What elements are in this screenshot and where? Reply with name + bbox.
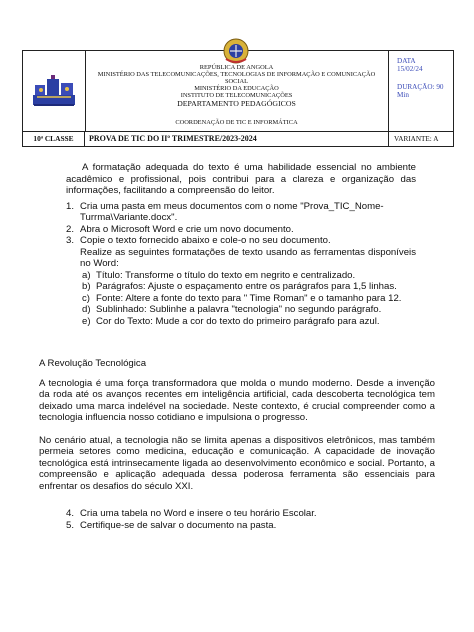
task-item (66, 224, 416, 236)
subtask-letter: e) (82, 315, 91, 327)
section-title: A Revolução Tecnológica (39, 358, 147, 369)
republic-name: REPÚBLICA DE ANGOLA (199, 64, 274, 71)
task-item (66, 235, 416, 327)
intro-paragraph: A formatação adequada do texto é uma habilidade essencial no ambiente acadêmico e profissional, pois contribui para a clareza e organização das informações, facilitando a compreensão do leitor. (66, 162, 416, 196)
date-label: DATA (397, 57, 416, 65)
subtask-text: Sublinhado: Sublinhe a palavra "tecnologia" no segundo parágrafo. (96, 304, 382, 315)
variant-label: VARIANTE: A (388, 132, 453, 146)
task-text: Cria uma pasta em meus documentos com o nome "Prova_TIC_Nome-Turrma\Variante.docx". (80, 200, 384, 223)
ministry-telecom-line1: MINISTÉRIO DAS TELECOMUNICAÇÕES, TECNOLOGIAS DE INFORMAÇÃO E COMUNICAÇÃO (97, 71, 376, 78)
header-top-row (23, 51, 453, 132)
task-number: 1. (66, 200, 75, 212)
header-center-cell (85, 51, 388, 131)
task-number: 3. (66, 235, 75, 246)
logo-cell (23, 51, 86, 131)
subtask-letter: c) (82, 292, 90, 304)
task-number: 5. (66, 519, 75, 531)
final-task-section (66, 508, 416, 531)
subtask-item (80, 270, 416, 282)
class-label: 10ª CLASSE (23, 132, 85, 146)
exam-header-table (22, 50, 454, 147)
angola-emblem-icon (221, 37, 251, 65)
task-item (66, 520, 416, 532)
institute-name: INSTITUTO DE TELECOMUNICAÇÕES (180, 92, 293, 99)
subtask-item (80, 281, 416, 293)
subtask-letter: d) (82, 304, 91, 315)
task-number: 4. (66, 508, 75, 519)
duration-label: DURAÇÃO: 90 (397, 83, 444, 91)
exam-title: PROVA DE TIC DO IIº TRIMESTRE/2023-2024 (89, 134, 257, 143)
coordination-name: COORDENAÇÃO DE TIC E INFORMÁTICA (175, 119, 298, 126)
subtask-item (80, 316, 416, 328)
date-value: 15/02/24 (397, 65, 423, 73)
passage-section (39, 358, 435, 502)
subtask-item (80, 304, 416, 316)
duration-unit: Min (397, 91, 409, 99)
task3-note: Realize as seguintes formatações de texto usando as ferramentas disponíveis no Word: (80, 246, 416, 269)
task-number: 2. (66, 223, 75, 235)
subtask-letter: a) (82, 269, 91, 281)
task-item (66, 508, 416, 520)
subtask-text: Título: Transforme o título do texto em negrito e centralizado. (96, 269, 356, 281)
task-text: Abra o Microsoft Word e crie um novo documento. (80, 223, 294, 235)
header-institution-lines (85, 64, 388, 108)
subtask-letter: b) (82, 281, 91, 292)
institute-logo-icon (31, 73, 77, 107)
subtask-item (80, 293, 416, 305)
task-text: Certifique-se de salvar o documento na pasta. (80, 519, 277, 531)
department-name: DEPARTAMENTO PEDAGÓGICOS (177, 99, 296, 108)
header-right-cell (388, 51, 454, 131)
task-list (66, 201, 416, 328)
passage-paragraph-2: No cenário atual, a tecnologia não se limita apenas a dispositivos eletrônicos, mas também permeia setores como medicina, educação e comunicação. A capacidade de inovação tecnológica está intrinsecamente ligada ao desenvolvimento econômico e social. Portanto, a compreensão e aplicação adequada dessa poderosa ferramenta são essenciais para enfrentar os desafios do século XXI. (39, 434, 435, 492)
header-bottom-row (23, 132, 453, 146)
document-body (66, 162, 416, 327)
subtask-text: Cor do Texto: Mude a cor do texto do primeiro parágrafo para azul. (96, 315, 380, 327)
task-text: Cria uma tabela no Word e insere o teu horário Escolar. (80, 508, 317, 519)
ministry-education: MINISTÉRIO DA EDUCAÇÃO (194, 85, 279, 92)
subtask-text: Fonte: Altere a fonte do texto para " Time Roman" e o tamanho para 12. (96, 292, 402, 304)
final-task-list (66, 508, 416, 531)
task-item (66, 201, 416, 224)
ministry-telecom-line2: SOCIAL (224, 78, 249, 85)
task-text: Copie o texto fornecido abaixo e cole-o no seu documento. (80, 235, 331, 246)
formatting-subtask-list (80, 270, 416, 328)
passage-paragraph-1: A tecnologia é uma força transformadora que molda o mundo moderno. Desde a invenção da roda até os avanços recentes em inteligência artificial, cada descoberta tecnológica tem deixado uma marca indelével na sociedade. Neste contexto, é crucial compreender como a tecnologia influencia nosso cotidiano e impulsiona o progresso. (39, 377, 435, 423)
subtask-text: Parágrafos: Ajuste o espaçamento entre os parágrafos para 1,5 linhas. (96, 281, 397, 292)
